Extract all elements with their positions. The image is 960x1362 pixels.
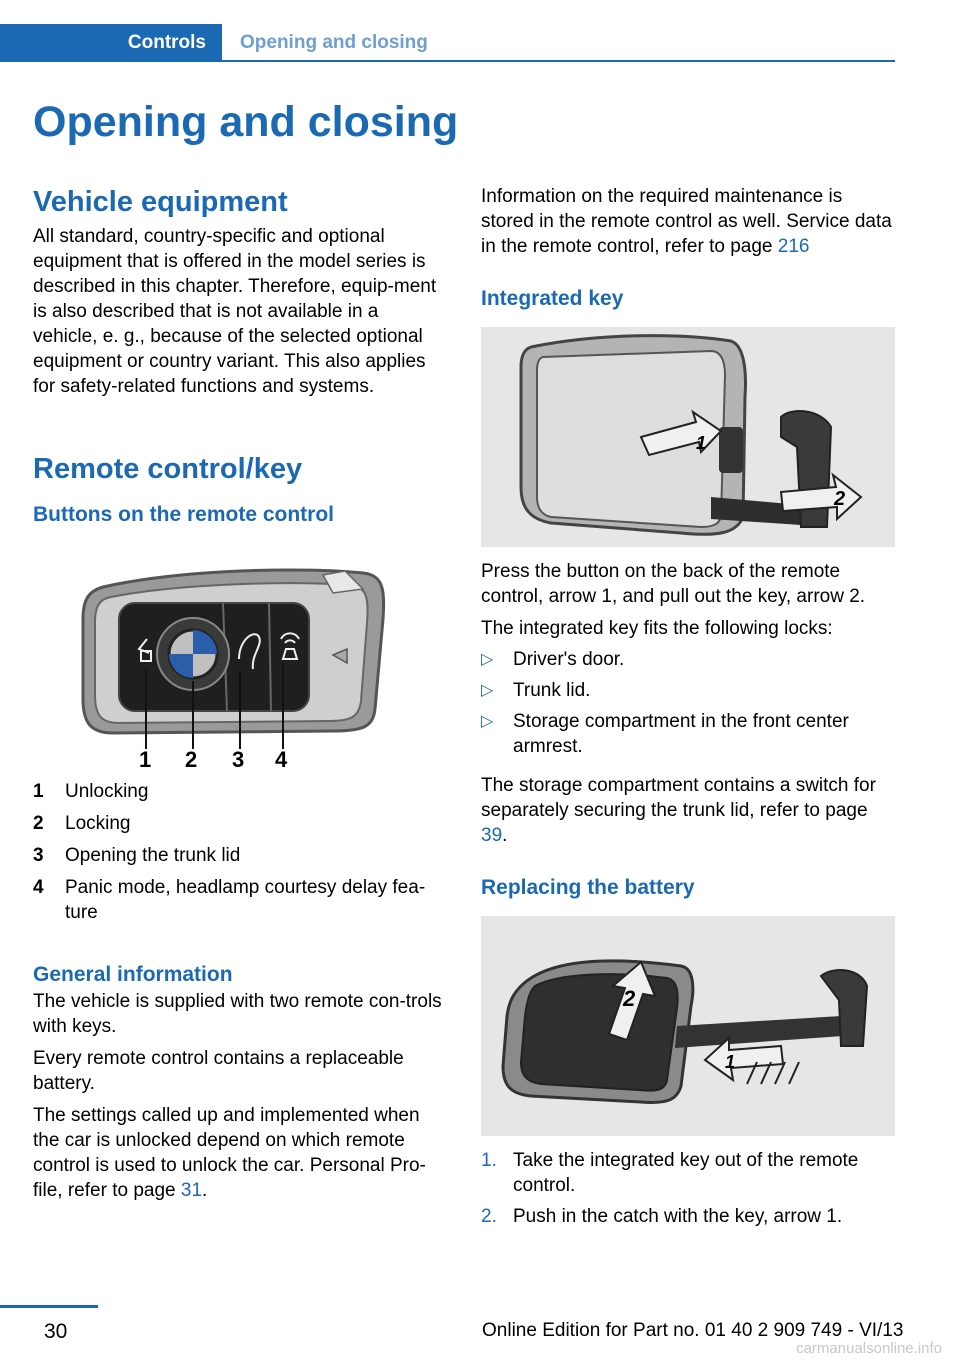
step-item <box>481 1148 895 1198</box>
step-number: 1. <box>481 1150 497 1171</box>
legend-number: 2 <box>33 813 44 834</box>
list-item <box>481 647 895 672</box>
remote-control-heading: Remote control/key <box>33 453 303 485</box>
buttons-heading: Buttons on the remote control <box>33 503 334 526</box>
remote-buttons-figure <box>33 559 448 769</box>
list-item-text: Storage compartment in the front center armrest. <box>513 711 849 757</box>
integrated-key-text-1: Press the button on the back of the remote control, arrow 1, and pull out the key, arrow 2. <box>481 561 866 607</box>
integrated-key-heading: Integrated key <box>481 287 624 310</box>
page-header <box>0 24 895 62</box>
list-item <box>481 709 895 759</box>
general-text-2: Every remote control contains a replaceable battery. <box>33 1048 404 1094</box>
list-item-text: Driver's door. <box>513 649 625 670</box>
arrow-label: 1 <box>696 433 707 453</box>
battery-figure <box>481 916 895 1136</box>
legend-number: 1 <box>33 781 44 802</box>
legend-number: 4 <box>33 877 44 898</box>
legend-text: Panic mode, headlamp courtesy delay fea-ture <box>65 877 426 923</box>
right-column <box>481 184 895 1235</box>
list-item-text: Trunk lid. <box>513 680 591 701</box>
legend-number: 3 <box>33 845 44 866</box>
battery-steps <box>481 1148 895 1229</box>
integrated-key-figure <box>481 327 895 547</box>
watermark: carmanualsonline.info <box>796 1340 942 1357</box>
header-rule <box>222 60 895 62</box>
legend-text: Opening the trunk lid <box>65 845 241 866</box>
page-title: Opening and closing <box>33 98 459 146</box>
general-text-3-body: The settings called up and implemented when the car is unlocked depend on which remote control is used to unlock the car. Personal Pro-file, refer to page <box>33 1105 426 1201</box>
figure-label: 4 <box>275 747 288 769</box>
page-number: 30 <box>44 1320 68 1343</box>
legend-item <box>33 779 448 804</box>
storage-text-body: The storage compartment contains a switch for separately securing the trunk lid, refer to page <box>481 775 876 821</box>
edition-note: Online Edition for Part no. 01 40 2 909 749 - VI/13 <box>482 1320 904 1341</box>
buttons-legend <box>33 779 448 925</box>
arrow-label: 2 <box>834 488 846 510</box>
maintenance-text-body: Information on the required maintenance is stored in the remote control as well. Service data in the remote control, refer to page <box>481 186 892 257</box>
triangle-bullet-icon: ▷ <box>481 713 494 730</box>
list-item <box>481 678 895 703</box>
figure-label: 3 <box>232 747 245 769</box>
storage-text <box>481 773 895 848</box>
legend-item <box>33 875 448 925</box>
triangle-bullet-icon: ▷ <box>481 651 494 668</box>
footer-rule <box>0 1305 98 1308</box>
page-link-216[interactable]: 216 <box>777 236 810 257</box>
left-column <box>33 184 448 1203</box>
remote-illustration <box>33 559 448 769</box>
vehicle-equipment-text: All standard, country-specific and optional equipment that is offered in the model series is described in this chapter. Therefore, equip-ment is also described that is not available in a vehicle, e. g., because of the selected optional equipment or country variant. This also applies for safety-related functions and systems. <box>33 226 437 397</box>
replacing-battery-heading: Replacing the battery <box>481 876 695 899</box>
step-text: Push in the catch with the key, arrow 1. <box>513 1206 843 1227</box>
battery-illustration <box>481 916 895 1136</box>
general-text-1: The vehicle is supplied with two remote con-trols with keys. <box>33 991 442 1037</box>
storage-text-end: . <box>502 825 508 846</box>
legend-text: Locking <box>65 813 131 834</box>
page-link-39[interactable]: 39 <box>481 825 503 846</box>
figure-label: 1 <box>139 747 152 769</box>
arrow-label: 1 <box>725 1052 736 1072</box>
step-item <box>481 1204 895 1229</box>
maintenance-text <box>481 184 895 259</box>
triangle-bullet-icon: ▷ <box>481 682 494 699</box>
key-illustration <box>481 327 895 547</box>
general-information-heading: General information <box>33 963 233 986</box>
general-text-3-end: . <box>202 1180 208 1201</box>
arrow-label: 2 <box>623 986 636 1011</box>
section-tab[interactable]: Controls <box>0 24 222 62</box>
legend-item <box>33 843 448 868</box>
step-text: Take the integrated key out of the remote control. <box>513 1150 859 1196</box>
locks-list <box>481 647 895 759</box>
legend-item <box>33 811 448 836</box>
page-link-31[interactable]: 31 <box>180 1180 203 1201</box>
step-number: 2. <box>481 1206 497 1227</box>
legend-text: Unlocking <box>65 781 149 802</box>
general-text-3 <box>33 1103 448 1203</box>
breadcrumb[interactable]: Opening and closing <box>240 32 428 53</box>
figure-label: 2 <box>185 747 198 769</box>
vehicle-equipment-heading: Vehicle equipment <box>33 186 288 218</box>
integrated-key-text-2: The integrated key fits the following locks: <box>481 618 833 639</box>
